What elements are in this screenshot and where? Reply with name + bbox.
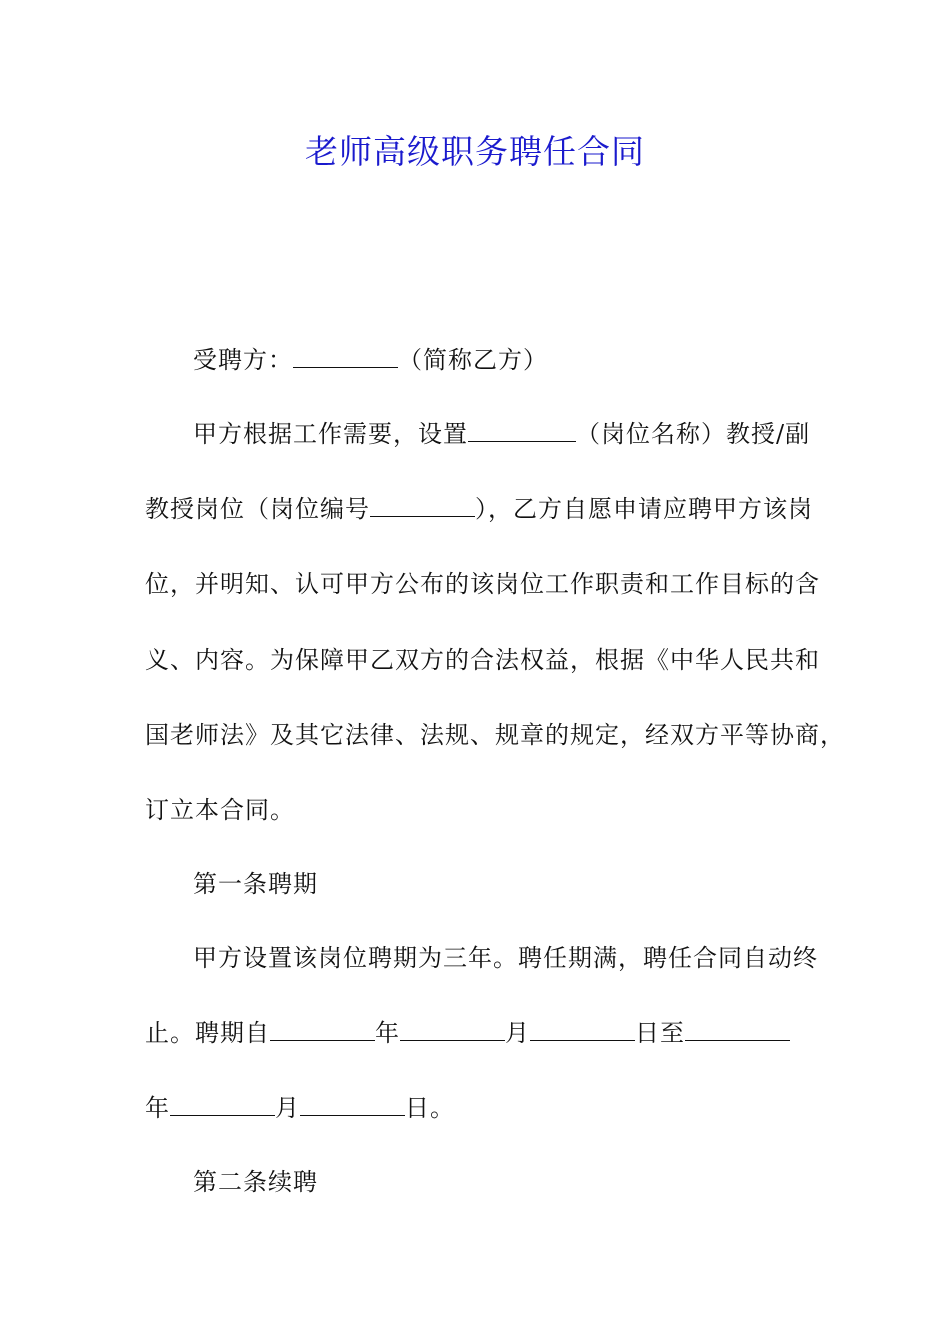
intro-text: （岗位名称）教授/副 [576, 420, 811, 448]
year-label: 年 [145, 1094, 170, 1122]
intro-line-4: 义、内容。为保障甲乙双方的合法权益，根据《中华人民共和 [145, 646, 820, 674]
party-b-blank [293, 341, 398, 368]
start-year-blank [270, 1014, 375, 1041]
intro-line-1 [193, 414, 893, 454]
position-number-blank [370, 490, 475, 517]
end-year-blank [685, 1014, 790, 1041]
year-label: 年 [375, 1019, 400, 1047]
document-title: 老师高级职务聘任合同 [305, 132, 645, 171]
article-1-line-3 [145, 1088, 845, 1128]
month-label: 月 [505, 1019, 530, 1047]
party-b-label: 受聘方： [193, 346, 293, 374]
party-b-suffix: （简称乙方） [398, 346, 548, 374]
day-to-label: 日至 [635, 1019, 685, 1047]
month-label: 月 [275, 1094, 300, 1122]
position-name-blank [468, 415, 576, 442]
article-2-heading: 第二条续聘 [193, 1168, 318, 1196]
intro-line-2 [145, 489, 845, 529]
intro-line-5: 国老师法》及其它法律、法规、规章的规定，经双方平等协商， [145, 721, 845, 749]
intro-line-6: 订立本合同。 [145, 796, 295, 824]
article-text: 止。聘期自 [145, 1019, 270, 1047]
intro-line-3: 位，并明知、认可甲方公布的该岗位工作职责和工作目标的含 [145, 570, 820, 598]
intro-text: ），乙方自愿申请应聘甲方该岗 [475, 495, 813, 523]
day-end-label: 日。 [405, 1094, 455, 1122]
article-1-line-2 [145, 1013, 845, 1053]
party-b-line [193, 340, 893, 380]
end-month-blank [170, 1089, 275, 1116]
article-1-heading: 第一条聘期 [193, 870, 318, 898]
end-day-blank [300, 1089, 405, 1116]
intro-text: 甲方根据工作需要，设置 [193, 420, 468, 448]
start-month-blank [400, 1014, 505, 1041]
article-1-line-1: 甲方设置该岗位聘期为三年。聘任期满，聘任合同自动终 [193, 944, 818, 972]
start-day-blank [530, 1014, 635, 1041]
intro-text: 教授岗位（岗位编号 [145, 495, 370, 523]
